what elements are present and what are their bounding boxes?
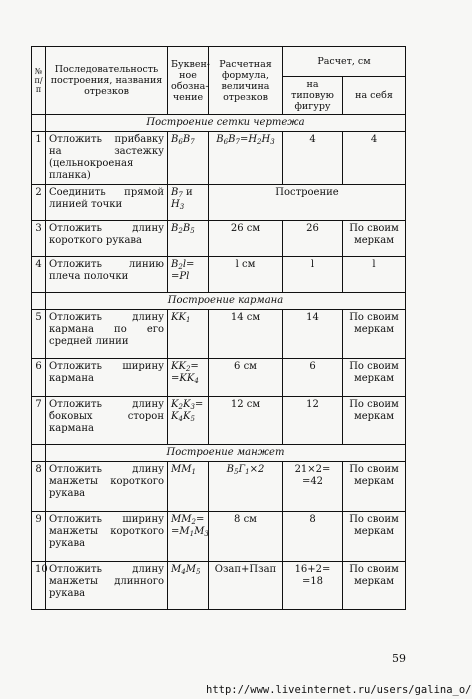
row-number: 8 bbox=[32, 462, 46, 512]
row-self: l bbox=[343, 257, 406, 293]
row-typical: l bbox=[283, 257, 343, 293]
row-formula: 8 см bbox=[209, 512, 283, 562]
row-operation: Отложить ширину кармана bbox=[46, 359, 168, 397]
table-row bbox=[32, 397, 406, 445]
table-row bbox=[32, 562, 406, 610]
row-number: 6 bbox=[32, 359, 46, 397]
section-pocket: Построение кармана bbox=[46, 293, 406, 310]
row-operation: Соединить прямой линией точки bbox=[46, 185, 168, 221]
table-row bbox=[32, 185, 406, 221]
table-row bbox=[32, 221, 406, 257]
row-letter: $B_6B_7$ bbox=[168, 132, 209, 185]
row-self: По своим меркам bbox=[343, 462, 406, 512]
row-operation: Отложить длину боковых сторон кармана bbox=[46, 397, 168, 445]
row-operation: Отложить линию плеча полочки bbox=[46, 257, 168, 293]
row-formula: $B_5Г_1\times 2$ bbox=[209, 462, 283, 512]
row-letter: $M_4M_5$ bbox=[168, 562, 209, 610]
row-self: По своим меркам bbox=[343, 512, 406, 562]
row-formula: l см bbox=[209, 257, 283, 293]
construction-table bbox=[31, 46, 406, 610]
row-formula: 26 см bbox=[209, 221, 283, 257]
table-row bbox=[32, 310, 406, 359]
section-grid: Построение сетки чертежа bbox=[46, 115, 406, 132]
header-num: № п/п bbox=[32, 47, 46, 115]
row-formula: $B_6B_7=H_2H_3$ bbox=[209, 132, 283, 185]
header-row bbox=[32, 47, 406, 77]
header-letter: Буквен- ное обозна- чение bbox=[168, 47, 209, 115]
header-typical: на типовую фигуру bbox=[283, 77, 343, 115]
row-operation: Отложить длину манжеты короткого рукава bbox=[46, 462, 168, 512]
row-letter: $K_2K_3=$ $K_4K_5$ bbox=[168, 397, 209, 445]
watermark-url[interactable]: http://www.liveinternet.ru/users/galina_o/ bbox=[206, 684, 472, 696]
row-typical: 8 bbox=[283, 512, 343, 562]
row-typical: 4 bbox=[283, 132, 343, 185]
table-row bbox=[32, 257, 406, 293]
row-self: По своим меркам bbox=[343, 310, 406, 359]
header-self: на себя bbox=[343, 77, 406, 115]
row-formula: 14 см bbox=[209, 310, 283, 359]
row-number: 7 bbox=[32, 397, 46, 445]
table-row bbox=[32, 462, 406, 512]
header-sequence: Последовательность построения, названия отрезков bbox=[46, 47, 168, 115]
header-formula: Расчетная формула, величина отрезков bbox=[209, 47, 283, 115]
row-operation: Отложить длину короткого рукава bbox=[46, 221, 168, 257]
row-self: 4 bbox=[343, 132, 406, 185]
row-letter: $B_2l=$ =Pl bbox=[168, 257, 209, 293]
row-typical: 26 bbox=[283, 221, 343, 257]
page-number: 59 bbox=[392, 652, 406, 665]
row-letter: $KK_1$ bbox=[168, 310, 209, 359]
row-self: По своим меркам bbox=[343, 562, 406, 610]
section-row bbox=[32, 115, 406, 132]
row-formula: Озап+Пзап bbox=[209, 562, 283, 610]
row-operation: Отложить ширину манжеты короткого рукава bbox=[46, 512, 168, 562]
row-typical: 16+2= =18 bbox=[283, 562, 343, 610]
row-number: 4 bbox=[32, 257, 46, 293]
row-operation: Отложить длину кармана по его средней линии bbox=[46, 310, 168, 359]
row-letter: $MM_2=$ $=M_1M_3$ bbox=[168, 512, 209, 562]
row-self: По своим меркам bbox=[343, 221, 406, 257]
row-merged: Построение bbox=[209, 185, 406, 221]
table-row bbox=[32, 132, 406, 185]
section-row bbox=[32, 293, 406, 310]
row-operation: Отложить прибавку на застежку (цельнокроеная планка) bbox=[46, 132, 168, 185]
section-row bbox=[32, 445, 406, 462]
row-letter: $B_7$ и $H_3$ bbox=[168, 185, 209, 221]
row-typical: 14 bbox=[283, 310, 343, 359]
row-letter: $KK_2=$ $=KK_4$ bbox=[168, 359, 209, 397]
section-cuffs: Построение манжет bbox=[46, 445, 406, 462]
table-row bbox=[32, 512, 406, 562]
row-number: 1 bbox=[32, 132, 46, 185]
header-calc: Расчет, см bbox=[283, 47, 406, 77]
row-typical: 21×2= =42 bbox=[283, 462, 343, 512]
row-typical: 6 bbox=[283, 359, 343, 397]
row-formula: 12 см bbox=[209, 397, 283, 445]
row-number: 5 bbox=[32, 310, 46, 359]
row-number: 2 bbox=[32, 185, 46, 221]
row-letter: $MM_1$ bbox=[168, 462, 209, 512]
row-number: 9 bbox=[32, 512, 46, 562]
table-row bbox=[32, 359, 406, 397]
row-operation: Отложить длину манжеты длинного рукава bbox=[46, 562, 168, 610]
row-formula: 6 см bbox=[209, 359, 283, 397]
row-typical: 12 bbox=[283, 397, 343, 445]
row-self: По своим меркам bbox=[343, 397, 406, 445]
row-number: 10 bbox=[32, 562, 46, 610]
row-self: По своим меркам bbox=[343, 359, 406, 397]
row-number: 3 bbox=[32, 221, 46, 257]
row-letter: $B_2B_5$ bbox=[168, 221, 209, 257]
